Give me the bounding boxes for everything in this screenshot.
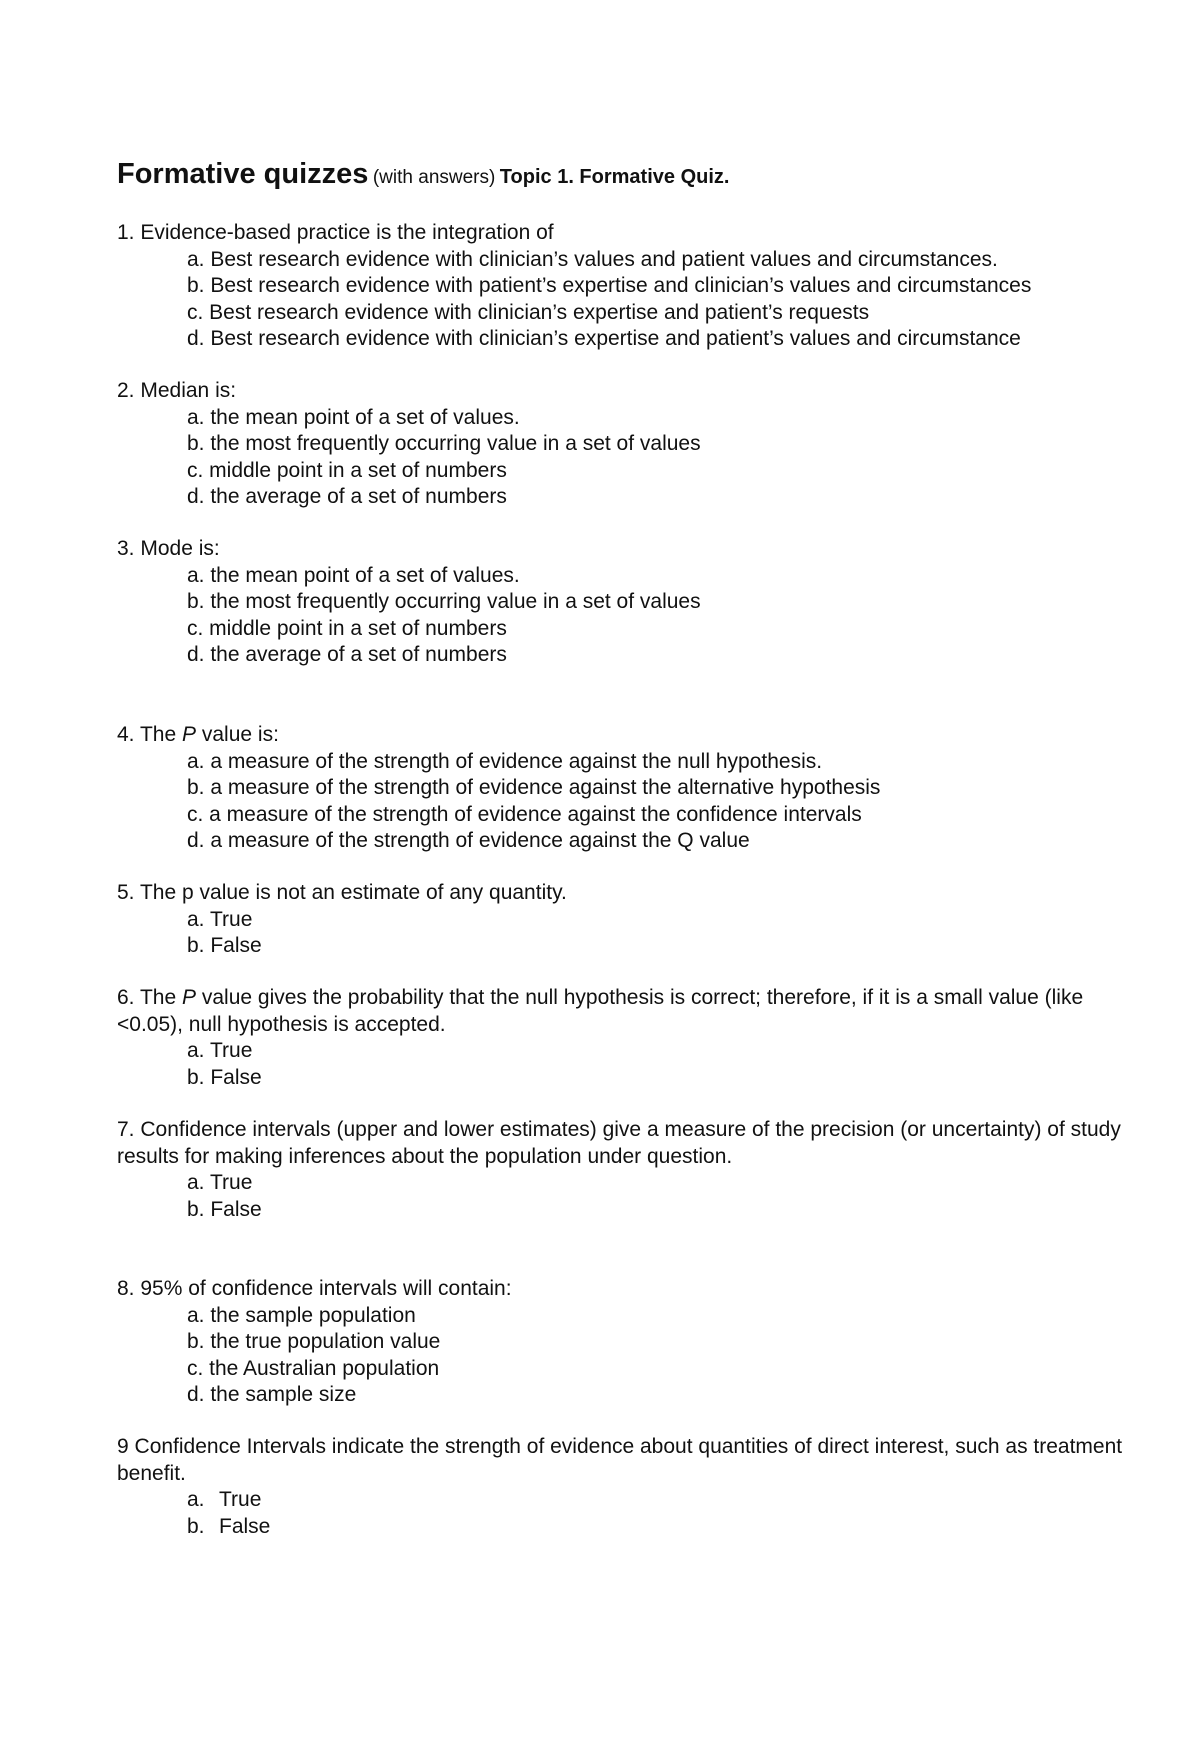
answer-options bbox=[117, 749, 1127, 855]
answer-option: b. False bbox=[187, 1197, 262, 1221]
title-main: Formative quizzes bbox=[117, 158, 369, 190]
question-stem: 7. Confidence intervals (upper and lower estimates) give a measure of the precision (or uncertainty) of study results for making inferences about the population under question. bbox=[117, 1118, 1121, 1168]
question-8 bbox=[117, 1276, 1127, 1409]
question-stem: 6. The P value gives the probability that the null hypothesis is correct; therefore, if it is a small value (like <0.05), null hypothesis is accepted. bbox=[117, 986, 1084, 1036]
answer-option: b. False bbox=[187, 1514, 271, 1538]
title-topic: Topic 1. Formative Quiz. bbox=[499, 166, 730, 188]
question-stem: 1. Evidence-based practice is the integration of bbox=[117, 221, 554, 244]
question-stem: 5. The p value is not an estimate of any quantity. bbox=[117, 881, 567, 904]
answer-option: b. the true population value bbox=[187, 1330, 441, 1353]
answer-option: d. Best research evidence with clinician’s expertise and patient’s values and circumstance bbox=[187, 327, 1021, 350]
answer-option: b. the most frequently occurring value in a set of values bbox=[187, 590, 701, 613]
question-stem: 2. Median is: bbox=[117, 379, 237, 402]
answer-option: b. Best research evidence with patient’s expertise and clinician’s values and circumstances bbox=[187, 274, 1032, 297]
answer-option: b. the most frequently occurring value in a set of values bbox=[187, 432, 701, 455]
question-7 bbox=[117, 1117, 1127, 1223]
answer-options bbox=[117, 1487, 1127, 1540]
answer-option: a. the mean point of a set of values. bbox=[187, 405, 520, 429]
question-stem: 8. 95% of confidence intervals will contain: bbox=[117, 1277, 512, 1300]
answer-option: d. the average of a set of numbers bbox=[187, 485, 507, 508]
answer-options bbox=[117, 1038, 1127, 1091]
question-stem: 4. The P value is: bbox=[117, 723, 279, 746]
question-6 bbox=[117, 985, 1127, 1091]
answer-options bbox=[117, 1170, 1127, 1223]
question-4 bbox=[117, 722, 1127, 855]
answer-option: a. True bbox=[187, 1488, 262, 1511]
answer-option: b. False bbox=[187, 934, 262, 957]
title-paren: (with answers) bbox=[372, 167, 496, 188]
answer-option: c. the Australian population bbox=[187, 1356, 440, 1380]
answer-options bbox=[117, 1303, 1127, 1409]
answer-option: d. the sample size bbox=[187, 1383, 357, 1406]
answer-option: a. True bbox=[187, 1039, 253, 1062]
answer-option: b. a measure of the strength of evidence against the alternative hypothesis bbox=[187, 776, 881, 799]
answer-option: c. Best research evidence with clinician’s expertise and patient’s requests bbox=[187, 300, 870, 324]
question-1 bbox=[117, 220, 1127, 353]
answer-option: d. the average of a set of numbers bbox=[187, 643, 507, 666]
answer-option: a. the sample population bbox=[187, 1303, 416, 1327]
answer-options bbox=[117, 563, 1127, 669]
answer-option: c. middle point in a set of numbers bbox=[187, 458, 507, 482]
answer-option: d. a measure of the strength of evidence against the Q value bbox=[187, 829, 750, 852]
answer-option: b. False bbox=[187, 1065, 262, 1089]
answer-option: a. True bbox=[187, 1171, 253, 1194]
document-title bbox=[117, 156, 729, 197]
answer-option: c. middle point in a set of numbers bbox=[187, 616, 507, 640]
answer-option: a. Best research evidence with clinician’s values and patient values and circumstances. bbox=[187, 247, 998, 271]
answer-option: a. True bbox=[187, 907, 253, 931]
question-2 bbox=[117, 378, 1127, 511]
answer-option: a. the mean point of a set of values. bbox=[187, 563, 520, 587]
answer-option: a. a measure of the strength of evidence against the null hypothesis. bbox=[187, 749, 823, 773]
question-stem: 3. Mode is: bbox=[117, 537, 220, 560]
answer-options bbox=[117, 247, 1127, 353]
question-9 bbox=[117, 1434, 1127, 1540]
question-stem: 9 Confidence Intervals indicate the strength of evidence about quantities of direct interest, such as treatment benefit. bbox=[117, 1435, 1123, 1485]
answer-options bbox=[117, 907, 1127, 960]
question-5 bbox=[117, 880, 1127, 960]
answer-options bbox=[117, 405, 1127, 511]
answer-option: c. a measure of the strength of evidence against the confidence intervals bbox=[187, 802, 862, 826]
question-3 bbox=[117, 536, 1127, 669]
